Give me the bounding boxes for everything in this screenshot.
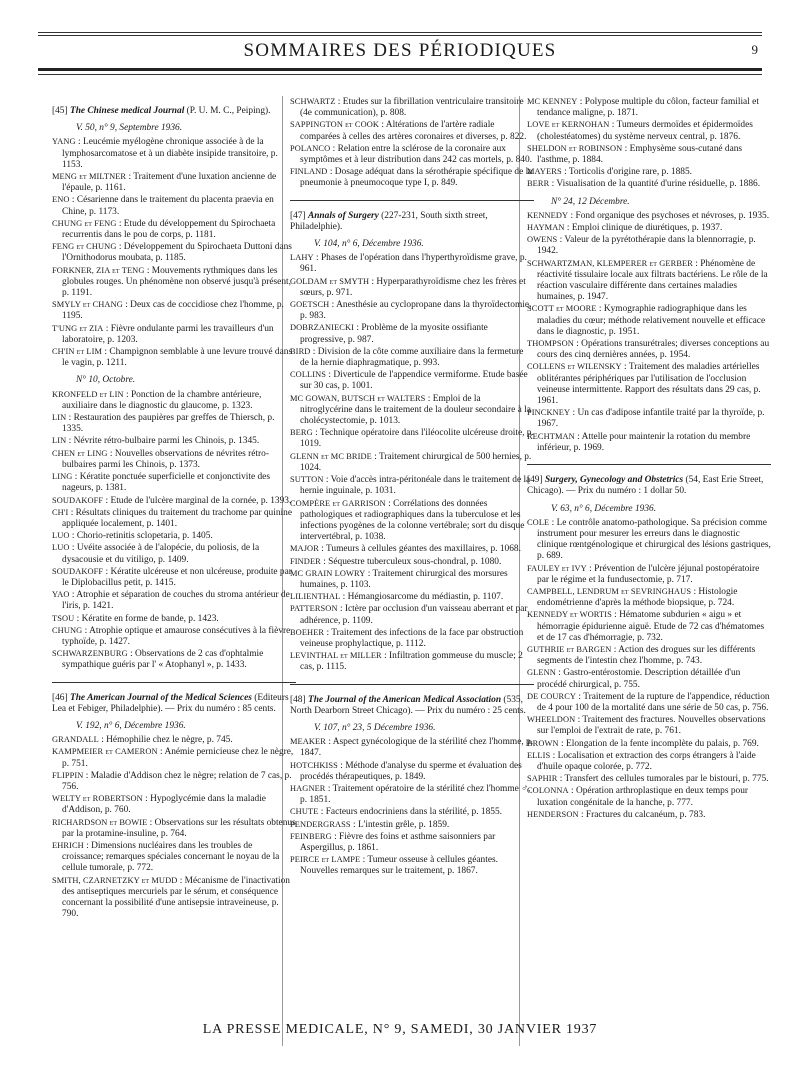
journal-title (52, 106, 296, 117)
article-authors: SAPPINGTON et COOK (290, 120, 380, 130)
article-authors: KENNEDY et WORTIS (527, 610, 612, 620)
article-authors: LING (52, 472, 73, 482)
article-authors: LAHY (290, 253, 314, 263)
article-authors: PINCKNEY (527, 408, 571, 418)
article-title: Transfert des cellules tumorales par le bistouri, p. 775. (564, 774, 769, 785)
article-authors: LIN (52, 436, 67, 446)
article-entry: ELLIS : Localisation et extraction des corps étrangers à l'aide d'huile opaque colorée, p. 772. (527, 750, 756, 772)
article-title: Diverticule de l'appendice vermiforme. Etude basée sur 30 cas, p. 1001. (300, 370, 528, 392)
article-title: Prévention de l'ulcère jéjunal postopératoire par le régime et la fundusectomie, p. 717. (537, 563, 760, 585)
article-entry: LAHY : Phases de l'opération dans l'hyperthyroïdisme grave, p. 961. (290, 253, 527, 275)
article-entry: EHRICH : Dimensions nucléaires dans les troubles de croissance; remarques spéciales concernant le noyau de la cellule tumorale, p. 772. (52, 840, 280, 874)
article-title: Traitement des maladies artérielles oblitérantes périphériques par l'utilisation de l'occlusion veineuse intermittente. Rapport des résultats dans 29 cas, p. 1961. (537, 362, 761, 407)
article-authors: SOUDAKOFF (52, 566, 104, 576)
article-authors: RECHTMAN (527, 431, 575, 441)
article-title: Hypoglycémie dans la maladie d'Addison, p. 760. (62, 794, 266, 816)
article-title: Fièvre ondulante parmi les travailleurs d'un laboratoire, p. 1203. (62, 323, 274, 345)
article-authors: SAPHIR (527, 774, 558, 784)
journal-details: (P. U. M. C., Peiping). (186, 106, 271, 116)
article-entry: LIN : Restauration des paupières par greffes de Thiersch, p. 1335. (52, 413, 275, 435)
article-title: Traitement chirurgical de 500 hernies, p. 1024. (300, 451, 532, 473)
journal-title (290, 211, 534, 233)
article-title: Kératite en forme de bande, p. 1423. (81, 613, 219, 624)
article-entry: MC GOWAN, BUTSCH et WALTERS : Emploi de la nitroglycérine dans le traitement de la douleur secondaire à la cholécystectomie, p. 1013. (290, 393, 531, 427)
article-entry: SAPHIR : Transfert des cellules tumorales par le bistouri, p. 775. (527, 774, 769, 785)
article-title: Traitement des fractures. Nouvelles observations sur l'emploi de l'extrait de rate, p. 761. (537, 715, 766, 737)
article-title: L'intestin grêle, p. 1859. (357, 819, 450, 830)
volume-heading: V. 192, n° 6, Décembre 1936. (76, 720, 186, 731)
article-entry: KRONFELD et LIN : Ponction de la chambre antérieure, auxiliaire dans le diagnostic du glaucome, p. 1323. (52, 389, 262, 411)
article-title: Hyperparathyroïdisme chez les frères et sœurs, p. 971. (300, 276, 526, 298)
article-authors: T'UNG et ZIA (52, 323, 104, 333)
article-entry: SAPPINGTON et COOK : Altérations de l'artère radiale comparées à celles des artères coronaires et diverses, p. 822. (290, 120, 527, 142)
article-entry: FEINBERG : Fièvre des foins et asthme saisonniers par Aspergillus, p. 1861. (290, 831, 496, 853)
article-authors: COLONNA (527, 786, 569, 796)
article-entry: COLONNA : Opération arthroplastique en deux temps pour luxation congénitale de la hanche, p. 777. (527, 786, 749, 808)
volume-heading: V. 107, n° 23, 5 Décembre 1936. (314, 722, 436, 733)
top-rule-2 (38, 35, 762, 36)
article-title: Voie d'accès intra-péritonéale dans le traitement de la hernie inguinale, p. 1031. (300, 475, 531, 497)
article-authors: SCOTT et MOORE (527, 304, 597, 314)
article-authors: MAJOR (290, 544, 319, 554)
article-entry: DE COURCY : Traitement de la rupture de l'appendice, réduction de 4 pour 100 de la mortalité dans une série de 50 cas, p. 756. (527, 691, 770, 713)
article-title: Séquestre tuberculeux sous-chondral, p. 1080. (328, 556, 502, 567)
article-title: Elongation de la fente incomplète du palais, p. 769. (565, 738, 759, 749)
article-authors: MC GOWAN, BUTSCH et WALTERS (290, 393, 426, 403)
article-entry: KAMPMEIER et CAMERON : Anémie pernicieuse chez le nègre, p. 751. (52, 747, 294, 769)
article-entry: GRANDALL : Hémophilie chez le nègre, p. 745. (52, 735, 233, 746)
article-title: Chorio-retinitis sclopetaria, p. 1405. (76, 531, 213, 542)
article-entry: MC KENNEY : Polypose multiple du côlon, facteur familial et tendance maligne, p. 1871. (527, 97, 759, 119)
article-entry: FORKNER, ZIA et TENG : Mouvements rythmiques dans les globules rouges. Un phénomène non observé jusqu'à présent, p. 1191. (52, 265, 291, 299)
article-authors: SUTTON (290, 475, 324, 485)
article-authors: THOMPSON (527, 339, 574, 349)
article-authors: KAMPMEIER et CAMERON (52, 747, 158, 757)
article-authors: GOLDAM et SMYTH (290, 276, 370, 286)
article-title: Tumeurs à cellules géantes des maxillaires, p. 1068. (326, 544, 521, 555)
article-entry: RICHARDSON et BOWIE : Observations sur les résultats obtenus par la protamine-insuline, p. 764. (52, 817, 296, 839)
article-authors: YAO (52, 590, 70, 600)
article-entry: RECHTMAN : Attelle pour maintenir la rotation du membre inférieur, p. 1969. (527, 431, 751, 453)
article-entry: HOTCHKISS : Méthode d'analyse du sperme et évaluation des procédés thérapeutiques, p. 1849. (290, 760, 522, 782)
journal-title (527, 475, 771, 497)
article-entry: SCHWARTZMAN, KLEMPERER et GERBER : Phénomène de réactivité tissulaire locale aux filtrats bactériens. Le rôle de la réaction vasculaire différente dans certaines maladies humaines, p. 1947. (527, 258, 768, 303)
article-authors: CHEN et LING (52, 448, 108, 458)
article-entry: MAYERS : Torticolis d'origine rare, p. 1885. (527, 167, 692, 178)
article-authors: RICHARDSON et BOWIE (52, 817, 148, 827)
article-authors: TSOU (52, 613, 75, 623)
article-title: Méthode d'analyse du sperme et évaluation des procédés thérapeutiques, p. 1849. (300, 760, 522, 782)
article-title: Etudes sur la fibrillation ventriculaire transitoire (4e communication), p. 808. (300, 97, 524, 119)
article-title: Leucémie myélogène chronique associée à de la lymphosarcomatose et à un diabète insipide transitoire, p. 1153. (62, 137, 278, 170)
article-title: Ictère par occlusion d'un vaisseau aberrant et par adhérence, p. 1109. (300, 604, 528, 626)
article-authors: CHUNG (52, 625, 83, 635)
article-authors: GLENN et MC BRIDE (290, 451, 372, 461)
article-title: Nouvelles observations de névrites rétro-bulbaires parmi les Chinois, p. 1373. (62, 448, 269, 470)
article-title: Champignon semblable à une levure trouvé dans le vagin, p. 1211. (62, 347, 293, 369)
article-authors: LOVE et KERNOHAN (527, 120, 610, 130)
article-entry: PATTERSON : Ictère par occlusion d'un vaisseau aberrant et par adhérence, p. 1109. (290, 604, 528, 626)
article-title: Mécanisme de l'inactivation des antiseptiques mercuriels par le sérum, et conséquence concernant la possibilité d'une antisepsie intraveineuse, p. 790. (62, 875, 290, 920)
article-entry: GLENN et MC BRIDE : Traitement chirurgical de 500 hernies, p. 1024. (290, 451, 532, 473)
article-title: Visualisation de la quantité d'urine résiduelle, p. 1886. (556, 179, 761, 190)
journal-ref: [48] (290, 694, 306, 705)
article-authors: HAYMAN (527, 223, 565, 233)
page-title: SOMMAIRES DES PÉRIODIQUES (243, 40, 557, 61)
article-entry: T'UNG et ZIA : Fièvre ondulante parmi les travailleurs d'un laboratoire, p. 1203. (52, 323, 274, 345)
article-authors: MC GRAIN LOWRY (290, 568, 366, 578)
article-title: Torticolis d'origine rare, p. 1885. (568, 167, 692, 178)
journal-details: (227-231, South sixth street, Philadelphie). (290, 210, 488, 232)
article-title: Anémie pernicieuse chez le nègre, p. 751. (62, 747, 294, 769)
article-authors: COLE (527, 517, 550, 527)
article-title: Névrite rétro-bulbaire parmi les Chinois, p. 1345. (73, 436, 260, 447)
article-title: Traitement de la rupture de l'appendice, réduction de 4 pour 100 de la mortalité dans une série de 50 cas, p. 756. (537, 691, 770, 713)
article-authors: EHRICH (52, 840, 84, 850)
article-title: Observations de 2 cas d'ophtalmie sympathique guéris par l' « Atophanyl », p. 1433. (62, 649, 264, 671)
article-title: Opérations transurétrales; diverses conceptions au cours des cinq dernières années, p. 1954. (537, 339, 770, 361)
article-title: Dimensions nucléaires dans les troubles de croissance; remarques spéciales concernant le noyau de la cellule tumorale, p. 772. (62, 840, 280, 874)
article-authors: MAYERS (527, 167, 562, 177)
article-title: Attelle pour maintenir la rotation du membre inférieur, p. 1969. (537, 431, 751, 453)
article-authors: PENDERGRASS (290, 819, 351, 829)
article-title: Division de la côte comme auxiliaire dans la fermeture de la hernie diaphragmatique, p. 993. (300, 346, 524, 369)
article-title: Gastro-entérostomie. Description détaillée d'un procédé chirurgical, p. 755. (537, 668, 741, 690)
section-separator (52, 682, 296, 683)
section-separator (527, 464, 771, 465)
article-authors: BROWN (527, 738, 559, 748)
article-entry: PENDERGRASS : L'intestin grêle, p. 1859. (290, 819, 450, 830)
article-authors: GRANDALL (52, 735, 99, 745)
article-title: Uvéite associée à de l'alopécie, du poliosis, de la dysacousie et du vitiligo, p. 1409. (62, 543, 260, 565)
article-entry: THOMPSON : Opérations transurétrales; diverses conceptions au cours des cinq dernières années, p. 1954. (527, 339, 770, 361)
article-title: Action des drogues sur les différents segments de l'intestin chez l'homme, p. 743. (537, 644, 756, 667)
volume-heading: N° 24, 12 Décembre. (551, 196, 630, 207)
article-authors: SOUDAKOFF (52, 495, 104, 505)
article-entry: CH'I : Résultats cliniques du traitement du trachome par quinine appliquée localement, p. 1401. (52, 507, 292, 529)
article-entry: WHEELDON : Traitement des fractures. Nouvelles observations sur l'emploi de l'extrait de rate, p. 761. (527, 715, 766, 737)
article-entry: LUO : Chorio-retinitis sclopetaria, p. 1405. (52, 531, 213, 542)
article-title: Technique opératoire dans l'iléocolite ulcéreuse droite, p. 1019. (300, 428, 534, 450)
page-footer: LA PRESSE MEDICALE, N° 9, SAMEDI, 30 JANVIER 1937 (202, 1022, 598, 1037)
article-authors: CH'I (52, 507, 69, 517)
article-entry: GOETSCH : Anesthésie au cyclopropane dans la thyroïdectomie, p. 983. (290, 300, 532, 322)
article-entry: LILIENTHAL : Hémangiosarcome du médiastin, p. 1107. (290, 592, 504, 603)
section-separator (290, 684, 534, 685)
article-entry: YANG : Leucémie myélogène chronique associée à de la lymphosarcomatose et à un diabète insipide transitoire, p. 1153. (52, 137, 278, 170)
article-entry: HAYMAN : Emploi clinique de diurétiques, p. 1937. (527, 223, 723, 234)
article-entry: CHUNG : Atrophie optique et amaurose consécutives à la fièvre typhoïde, p. 1427. (52, 625, 291, 647)
article-authors: FINDER (290, 556, 321, 566)
article-authors: YANG (52, 137, 76, 147)
journal-ref: [49] (527, 475, 543, 486)
article-authors: DE COURCY (527, 691, 577, 701)
article-title: Ponction de la chambre antérieure, auxiliaire dans le diagnostic du glaucome, p. 1323. (62, 389, 262, 411)
journal-details: (535, North Dearborn Street Chicago). — Prix du numéro : 25 cents. (290, 694, 526, 716)
article-authors: COLLENS et WILENSKY (527, 362, 622, 372)
article-authors: SCHWARZENBURG (52, 649, 128, 659)
journal-ref: [46] (52, 692, 68, 703)
article-entry: SUTTON : Voie d'accès intra-péritonéale dans le traitement de la hernie inguinale, p. 1031. (290, 475, 531, 497)
article-title: Problème de la myosite ossifiante progressive, p. 987. (300, 323, 488, 345)
article-title: Césarienne dans le traitement du placenta praevia en Chine, p. 1173. (62, 195, 274, 217)
journal-name: The American Journal of the Medical Sciences (69, 692, 252, 703)
header-rule (38, 68, 762, 71)
article-authors: CHUNG et FENG (52, 218, 117, 228)
article-title: Atrophie optique et amaurose consécutives à la fièvre typhoïde, p. 1427. (62, 625, 291, 647)
article-entry: MAJOR : Tumeurs à cellules géantes des maxillaires, p. 1068. (290, 544, 521, 555)
article-authors: FINLAND (290, 167, 328, 177)
article-title: Emploi clinique de diurétiques, p. 1937. (571, 223, 723, 234)
article-authors: FLIPPIN (52, 770, 84, 780)
article-authors: COMPÈRE et GARRISON (290, 498, 386, 508)
article-entry: SMITH, CZARNETZKY et MUDD : Mécanisme de l'inactivation des antiseptiques mercuriels par le sérum, et conséquence concernant la possibilité d'une antisepsie intraveineuse, p. 790. (52, 875, 290, 920)
article-entry: COLE : Le contrôle anatomo-pathologique. Sa précision comme instrument pour mesurer les erreurs dans le diagnostic clinique rœntgénologique et chirurgical des lésions gastriques, p. 689. (527, 517, 771, 562)
article-authors: MC KENNEY (527, 97, 578, 106)
article-entry: FLIPPIN : Maladie d'Addison chez le nègre; relation de 7 cas, p. 756. (52, 770, 292, 792)
article-authors: CAMPBELL, LENDRUM et SEVRINGHAUS (527, 586, 692, 596)
article-entry: CHUNG et FENG : Etude du développement du Spirochaeta recurrentis dans le pou de corps, p. 1181. (52, 218, 276, 241)
article-entry: TSOU : Kératite en forme de bande, p. 1423. (52, 613, 219, 624)
article-entry: CAMPBELL, LENDRUM et SEVRINGHAUS : Histologie endométrienne d'après la méthode biopsique, p. 724. (527, 586, 738, 609)
article-title: Kératite ulcéreuse et non ulcéreuse, produite par le Diplobacillus petit, p. 1415. (62, 566, 292, 588)
section-separator (290, 200, 534, 201)
article-entry: HENDERSON : Fractures du calcanéum, p. 783. (527, 809, 706, 820)
journal-name: The Chinese medical Journal (69, 106, 185, 116)
article-entry: GOLDAM et SMYTH : Hyperparathyroïdisme chez les frères et sœurs, p. 971. (290, 276, 526, 298)
article-authors: FAULEY et IVY (527, 563, 587, 573)
article-entry: CHUTE : Facteurs endocriniens dans la stérilité, p. 1855. (290, 807, 502, 818)
article-entry: DOBRZANIECKI : Problème de la myosite ossifiante progressive, p. 987. (290, 323, 488, 345)
article-entry: FINLAND : Dosage adéquat dans la sérothérapie spécifique de la pneumonie à pneumocoque type I, p. 849. (290, 167, 533, 189)
article-entry: OWENS : Valeur de la pyrétothérapie dans la blennorragie, p. 1942. (527, 235, 756, 257)
article-entry: YAO : Atrophie et séparation de couches du stroma antérieur de l'iris, p. 1421. (52, 590, 290, 612)
article-title: Polypose multiple du côlon, facteur familial et tendance maligne, p. 1871. (537, 97, 759, 119)
volume-heading: N° 10, Octobre. (76, 375, 136, 386)
article-title: Un cas d'adipose infantile traité par la thyroïde, p. 1967. (537, 408, 765, 430)
column-2 (290, 96, 534, 878)
article-entry: BERR : Visualisation de la quantité d'urine résiduelle, p. 1886. (527, 179, 761, 190)
journal-title (290, 695, 534, 717)
article-authors: WELTY et ROBERTSON (52, 794, 143, 804)
article-title: Résultats cliniques du traitement du trachome par quinine appliquée localement, p. 1401. (62, 507, 292, 529)
article-authors: LEVINTHAL et MILLER (290, 651, 382, 661)
article-entry: FENG et CHUNG : Développement du Spirochaeta Duttoni dans l'Ornithodorus moubata, p. 1185. (52, 242, 292, 264)
article-authors: FEINBERG (290, 831, 332, 841)
article-entry: LEVINTHAL et MILLER : Infiltration gommeuse du muscle; 2 cas, p. 1115. (290, 651, 523, 673)
article-entry: KENNEDY : Fond organique des psychoses et névroses, p. 1935. (527, 210, 770, 221)
article-entry: HAGNER : Traitement opératoire de la stérilité chez l'homme ♂, p. 1851. (290, 783, 531, 806)
article-title: Traitement d'une luxation ancienne de l'épaule, p. 1161. (62, 172, 277, 194)
article-title: Emphysème sous-cutané dans l'asthme, p. 1884. (537, 143, 743, 166)
article-title: Atrophie et séparation de couches du stroma antérieur de l'iris, p. 1421. (62, 590, 290, 612)
article-authors: LIN (52, 413, 67, 423)
article-title: Traitement des infections de la face par obstruction veineuse prophylactique, p. 1112. (300, 627, 524, 649)
article-authors: SMITH, CZARNETZKY et MUDD (52, 875, 178, 885)
journal-details: (Editeurs Lea et Febiger, Philadelphie). — Prix du numéro : 85 cents. (52, 692, 289, 714)
article-authors: SMYLY et CHANG (52, 300, 123, 310)
article-title: Etude de l'ulcère marginal de la cornée, p. 1393. (110, 495, 292, 506)
article-authors: GOETSCH (290, 300, 330, 310)
article-entry: FINDER : Séquestre tuberculeux sous-chondral, p. 1080. (290, 556, 502, 567)
article-entry: ENO : Césarienne dans le traitement du placenta praevia en Chine, p. 1173. (52, 195, 274, 217)
article-entry: SHELDON et ROBINSON : Emphysème sous-cutané dans l'asthme, p. 1884. (527, 143, 743, 166)
article-title: Le contrôle anatomo-pathologique. Sa précision comme instrument pour mesurer les erreurs dans le diagnostic clinique rœntgénologique et chirurgical des lésions gastriques, p. 689. (537, 517, 771, 562)
volume-heading: V. 63, n° 6, Décembre 1936. (551, 503, 657, 514)
article-entry: MC GRAIN LOWRY : Traitement chirurgical des morsures humaines, p. 1103. (290, 568, 508, 590)
article-title: Infiltration gommeuse du muscle; 2 cas, p. 1115. (300, 651, 523, 673)
journal-ref: [47] (290, 210, 306, 221)
article-title: Mouvements rythmiques dans les globules rouges. Un phénomène non observé jusqu'à présent, p. 1191. (62, 265, 291, 299)
article-title: Maladie d'Addison chez le nègre; relation de 7 cas, p. 756. (62, 770, 292, 792)
article-title: Traitement opératoire de la stérilité chez l'homme ♂, p. 1851. (300, 783, 531, 806)
article-title: Restauration des paupières par greffes de Thiersch, p. 1335. (62, 413, 275, 435)
article-title: Développement du Spirochaeta Duttoni dans l'Ornithodorus moubata, p. 1185. (62, 242, 292, 264)
header-rule-2 (38, 74, 762, 75)
article-entry: COLLENS et WILENSKY : Traitement des maladies artérielles oblitérantes périphériques par l'utilisation de l'occlusion veineuse intermittente. Rapport des résultats dans 29 cas, p. 1961. (527, 362, 761, 407)
article-authors: GUTHRIE et BARGEN (527, 644, 612, 654)
volume-heading: V. 104, n° 6, Décembre 1936. (314, 239, 424, 250)
article-authors: CHUTE (290, 807, 319, 817)
column-1 (52, 96, 296, 920)
article-authors: HOTCHKISS (290, 760, 338, 770)
article-authors: LUO (52, 531, 70, 541)
article-authors: FENG et CHUNG (52, 242, 117, 252)
article-entry: WELTY et ROBERTSON : Hypoglycémie dans la maladie d'Addison, p. 760. (52, 794, 266, 816)
article-authors: POLANCO (290, 143, 331, 153)
article-title: Tumeurs dermoïdes et épidermoïdes (cholestéatomes) du système nerveux central, p. 1876. (537, 120, 753, 142)
article-authors: PEIRCE et LAMPE (290, 855, 361, 865)
article-authors: PATTERSON (290, 604, 338, 614)
article-authors: BIRD (290, 346, 311, 356)
article-title: Fractures du calcanéum, p. 783. (585, 809, 706, 820)
article-entry: POLANCO : Relation entre la sclérose de la coronaire aux symptômes et à leur distribution dans 242 cas mortels, p. 840. (290, 143, 532, 166)
article-title: Dosage adéquat dans la sérothérapie spécifique de la pneumonie à pneumocoque type I, p. 849. (300, 167, 533, 189)
article-entry: BOEHER : Traitement des infections de la face par obstruction veineuse prophylactique, p. 1112. (290, 627, 524, 649)
article-entry: SOUDAKOFF : Etude de l'ulcère marginal de la cornée, p. 1393. (52, 495, 292, 506)
column-3 (527, 96, 771, 821)
article-title: Kymographie radiographique dans les maladies du cœur; méthode relativement nouvelle et efficace dans le diagnostic, p. 1951. (537, 304, 766, 337)
article-title: Relation entre la sclérose de la coronaire aux symptômes et à leur distribution dans 242 cas mortels, p. 840. (300, 143, 532, 166)
article-title: Opération arthroplastique en deux temps pour luxation congénitale de la hanche, p. 777. (537, 786, 749, 808)
article-authors: FORKNER, ZIA et TENG (52, 265, 145, 275)
journal-name: Annals of Surgery (307, 210, 379, 221)
article-entry: SOUDAKOFF : Kératite ulcéreuse et non ulcéreuse, produite par le Diplobacillus petit, p. 1415. (52, 566, 292, 588)
article-authors: ENO (52, 195, 70, 205)
article-entry: LUO : Uvéite associée à de l'alopécie, du poliosis, de la dysacousie et du vitiligo, p. 1409. (52, 543, 260, 565)
article-authors: MEAKER (290, 737, 326, 747)
article-authors: GLENN (527, 668, 556, 678)
article-authors: BERR (527, 179, 550, 189)
article-authors: SCHWARTZ (290, 97, 336, 106)
article-entry: COMPÈRE et GARRISON : Corrélations des données pathologiques et radiographiques dans la tuberculose et les infections pyogènes de la colonne vertébrale; sort du disque intervertébral, p. 1038. (290, 498, 525, 543)
article-title: Phénomène de réactivité tissulaire locale aux filtrats bactériens. Le rôle de la réaction vasculaire différente dans certaines maladies humaines, p. 1947. (537, 258, 768, 303)
article-authors: DOBRZANIECKI (290, 323, 355, 333)
article-authors: LUO (52, 543, 70, 553)
article-entry: LING : Kératite ponctuée superficielle et conjonctivite des nageurs, p. 1381. (52, 472, 270, 494)
article-authors: SCHWARTZMAN, KLEMPERER et GERBER (527, 258, 693, 268)
article-title: Facteurs endocriniens dans la stérilité, p. 1855. (325, 807, 502, 818)
article-title: Observations sur les résultats obtenus par la protamine-insuline, p. 764. (62, 817, 296, 839)
article-entry: LIN : Névrite rétro-bulbaire parmi les Chinois, p. 1345. (52, 436, 260, 447)
article-entry: CHEN et LING : Nouvelles observations de névrites rétro-bulbaires parmi les Chinois, p. 1373. (52, 448, 269, 470)
article-authors: LILIENTHAL (290, 592, 341, 602)
article-title: Hémophilie chez le nègre, p. 745. (106, 735, 233, 746)
page-number: 9 (751, 42, 758, 57)
article-entry: MEAKER : Aspect gynécologique de la stérilité chez l'homme, p. 1847. (290, 737, 534, 759)
article-title: Aspect gynécologique de la stérilité chez l'homme, p. 1847. (300, 737, 534, 759)
article-entry: SCHWARTZ : Etudes sur la fibrillation ventriculaire transitoire (4e communication), p. 808. (290, 97, 524, 119)
article-entry: GUTHRIE et BARGEN : Action des drogues sur les différents segments de l'intestin chez l'homme, p. 743. (527, 644, 756, 667)
article-title: Corrélations des données pathologiques et radiographiques dans la tuberculose et les infections pyogènes de la colonne vertébrale; sort du disque intervertébral, p. 1038. (300, 498, 525, 543)
top-rule (38, 32, 762, 33)
article-entry: BERG : Technique opératoire dans l'iléocolite ulcéreuse droite, p. 1019. (290, 428, 534, 450)
article-entry: CH'IN et LIM : Champignon semblable à une levure trouvé dans le vagin, p. 1211. (52, 347, 293, 369)
article-entry: KENNEDY et WORTIS : Hématome subdurien « aigu » et hémorragie épidurienne aiguë. Etude de 72 cas d'hématomes et de 17 cas d'hémorragie, p. 732. (527, 610, 765, 643)
article-title: Fièvre des foins et asthme saisonniers par Aspergillus, p. 1861. (300, 831, 496, 853)
volume-heading: V. 50, n° 9, Septembre 1936. (76, 123, 183, 134)
article-title: Hémangiosarcome du médiastin, p. 1107. (347, 592, 504, 603)
article-authors: BOEHER (290, 627, 325, 637)
article-entry: SMYLY et CHANG : Deux cas de coccidiose chez l'homme, p. 1195. (52, 300, 284, 322)
article-authors: KRONFELD et LIN (52, 389, 124, 399)
article-entry: LOVE et KERNOHAN : Tumeurs dermoïdes et épidermoïdes (cholestéatomes) du système nerveux central, p. 1876. (527, 120, 753, 142)
article-title: Deux cas de coccidiose chez l'homme, p. 1195. (62, 300, 284, 322)
article-entry: GLENN : Gastro-entérostomie. Description détaillée d'un procédé chirurgical, p. 755. (527, 668, 741, 690)
article-title: Altérations de l'artère radiale comparées à celles des artères coronaires et diverses, p. 822. (300, 120, 527, 142)
article-authors: OWENS (527, 235, 558, 245)
article-authors: SHELDON et ROBINSON (527, 143, 623, 153)
article-authors: CH'IN et LIM (52, 347, 103, 357)
article-authors: HAGNER (290, 783, 326, 793)
article-entry: PEIRCE et LAMPE : Tumeur osseuse à cellules géantes. Nouvelles remarques sur le traitement, p. 1867. (290, 855, 499, 877)
article-title: Emploi de la nitroglycérine dans le traitement de la douleur secondaire à la cholécystectomie, p. 1013. (300, 393, 531, 427)
article-title: Localisation et extraction des corps étrangers à l'aide d'huile opaque colorée, p. 772. (537, 750, 756, 772)
article-entry: COLLINS : Diverticule de l'appendice vermiforme. Etude basée sur 30 cas, p. 1001. (290, 370, 528, 392)
article-authors: COLLINS (290, 370, 327, 380)
article-entry: MENG et MILTNER : Traitement d'une luxation ancienne de l'épaule, p. 1161. (52, 172, 277, 194)
article-entry: SCOTT et MOORE : Kymographie radiographique dans les maladies du cœur; méthode relativement nouvelle et efficace dans le diagnostic, p. 1951. (527, 304, 766, 337)
journal-name: The Journal of the American Medical Association (307, 694, 502, 705)
article-title: Fond organique des psychoses et névroses, p. 1935. (575, 210, 770, 221)
journal-ref: [45] (52, 106, 68, 116)
journal-title (52, 693, 296, 715)
article-title: Tumeur osseuse à cellules géantes. Nouvelles remarques sur le traitement, p. 1867. (300, 855, 499, 877)
journal-name: Surgery, Gynecology and Obstetrics (544, 475, 684, 486)
article-authors: KENNEDY (527, 210, 569, 220)
article-authors: BERG (290, 428, 313, 438)
article-entry: BROWN : Elongation de la fente incomplète du palais, p. 769. (527, 738, 759, 749)
article-authors: MENG et MILTNER (52, 172, 127, 182)
article-authors: WHEELDON (527, 715, 576, 725)
article-title: Valeur de la pyrétothérapie dans la blennorragie, p. 1942. (537, 235, 756, 257)
article-authors: ELLIS (527, 750, 551, 760)
article-title: Anesthésie au cyclopropane dans la thyroïdectomie, p. 983. (300, 300, 532, 322)
article-title: Histologie endométrienne d'après la méthode biopsique, p. 724. (537, 586, 738, 609)
article-title: Hématome subdurien « aigu » et hémorragie épidurienne aiguë. Etude de 72 cas d'hématomes et de 17 cas d'hémorragie, p. 732. (537, 610, 765, 643)
article-title: Traitement chirurgical des morsures humaines, p. 1103. (300, 568, 508, 590)
article-entry: BIRD : Division de la côte comme auxiliaire dans la fermeture de la hernie diaphragmatique, p. 993. (290, 346, 524, 369)
article-entry: PINCKNEY : Un cas d'adipose infantile traité par la thyroïde, p. 1967. (527, 408, 765, 430)
article-title: Etude du développement du Spirochaeta recurrentis dans le pou de corps, p. 1181. (62, 218, 276, 241)
article-entry: SCHWARZENBURG : Observations de 2 cas d'ophtalmie sympathique guéris par l' « Atophanyl », p. 1433. (52, 649, 264, 671)
article-authors: HENDERSON (527, 809, 579, 819)
article-entry: FAULEY et IVY : Prévention de l'ulcère jéjunal postopératoire par le régime et la fundusectomie, p. 717. (527, 563, 760, 585)
article-title: Phases de l'opération dans l'hyperthyroïdisme grave, p. 961. (300, 253, 527, 275)
article-title: Kératite ponctuée superficielle et conjonctivite des nageurs, p. 1381. (62, 472, 270, 494)
journal-details: (54, East Erie Street, Chicago). — Prix du numéro : 1 dollar 50. (527, 475, 764, 497)
